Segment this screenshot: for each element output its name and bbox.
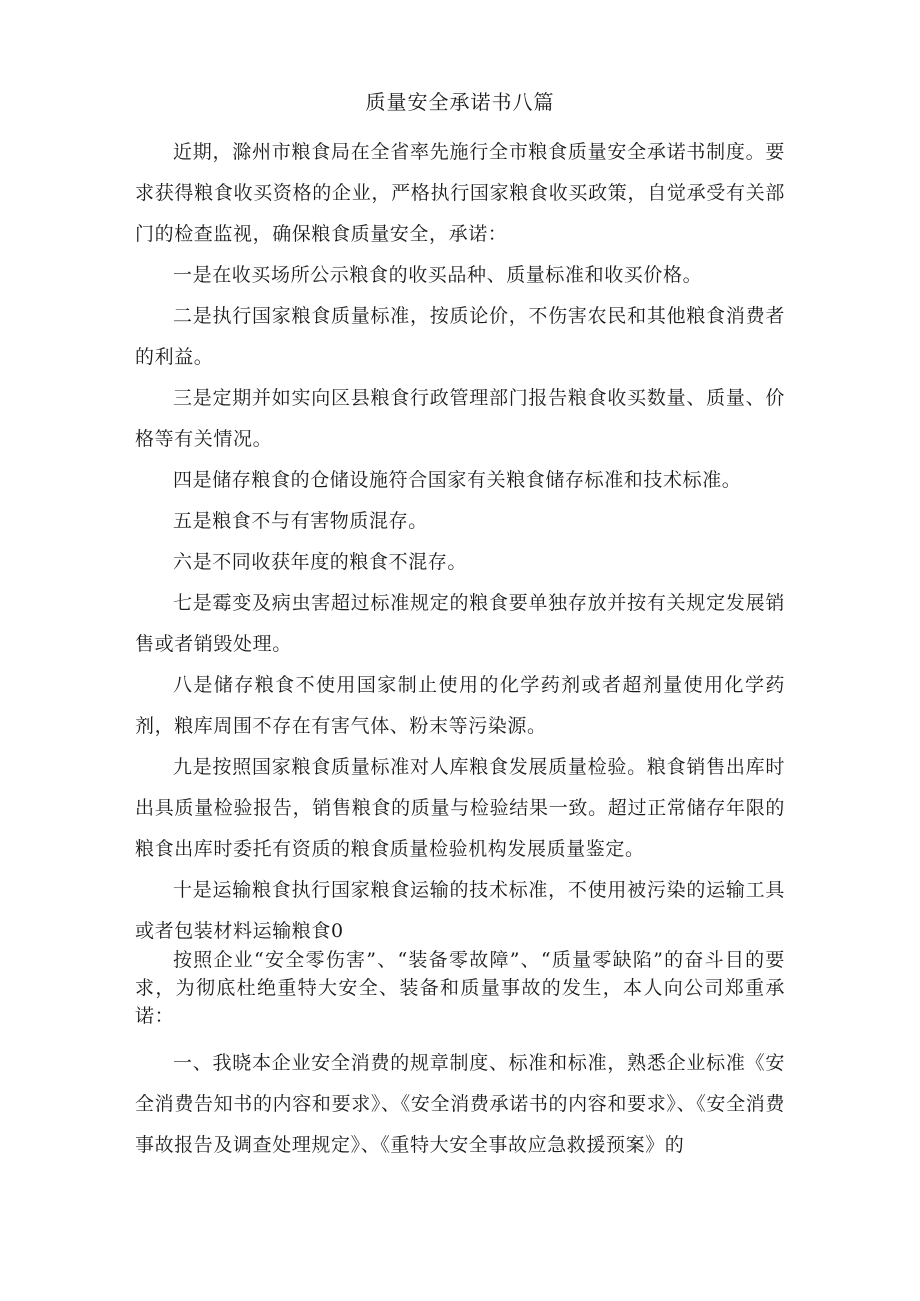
paragraph-item-2: 二是执行国家粮食质量标准，按质论价，不伤害农民和其他粮食消费者的利益。 [135,305,785,368]
paragraph-item-6: 六是不同收获年度的粮食不混存。 [173,551,468,573]
paragraph-commitment-intro: 按照企业“安全零伤害”、“装备零故障”、“质量零缺陷”的奋斗目的要求，为彻底杜绝重特大安全、装备和质量事故的发生，本人向公司郑重承诺： [135,949,785,1027]
paragraph-item-7: 七是霉变及病虫害超过标准规定的粮食要单独存放并按有关规定发展销售或者销毁处理。 [135,592,785,655]
paragraph-item-5: 五是粮食不与有害物质混存。 [173,510,428,532]
paragraph-item-4: 四是储存粮食的仓储设施符合国家有关粮食储存标准和技术标准。 [173,469,742,491]
paragraph-item-8: 八是储存粮食不使用国家制止使用的化学药剂或者超剂量使用化学药剂，粮库周围不存在有害气体、粉末等污染源。 [135,674,785,737]
document-title: 质量安全承诺书八篇 [365,90,555,114]
paragraph-item-1: 一是在收买场所公示粮食的收买品种、质量标准和收买价格。 [173,264,703,286]
paragraph-intro: 近期，滁州市粮食局在全省率先施行全市粮食质量安全承诺书制度。要求获得粮食收买资格的企业，严格执行国家粮食收买政策，自觉承受有关部门的检查监视，确保粮食质量安全，承诺： [135,141,785,245]
paragraph-item-10: 十是运输粮食执行国家粮食运输的技术标准，不使用被污染的运输工具或者包装材料运输粮食0 [135,879,785,942]
document-body [135,132,785,1166]
paragraph-commitment-1: 一、我晓本企业安全消费的规章制度、标准和标准，熟悉企业标准《安全消费告知书的内容和要求》、《安全消费承诺书的内容和要求》、《安全消费事故报告及调查处理规定》、《重特大安全事故应急救援预案》的 [135,1052,785,1156]
paragraph-item-9: 九是按照国家粮食质量标准对人库粮食发展质量检验。粮食销售出库时出具质量检验报告，销售粮食的质量与检验结果一致。超过正常储存年限的粮食出库时委托有资质的粮食质量检验机构发展质量鉴定。 [135,756,785,860]
paragraph-item-3: 三是定期并如实向区县粮食行政管理部门报告粮食收买数量、质量、价格等有关情况。 [135,387,785,450]
